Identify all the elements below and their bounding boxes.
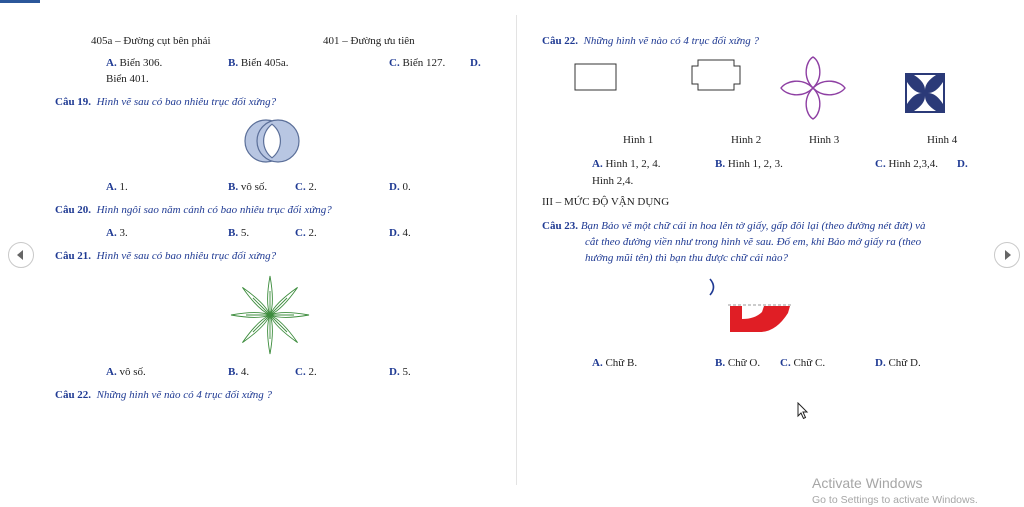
figure-label-4: Hình 4 xyxy=(927,134,958,146)
option-text: Hình 2,3,4. xyxy=(888,158,938,170)
q18-option-c xyxy=(389,57,445,69)
option-text: Hình 1, 2, 4. xyxy=(605,158,661,170)
page-divider xyxy=(516,15,517,485)
figure-1-rectangle xyxy=(573,62,619,92)
question-label: Câu 21. xyxy=(55,250,92,262)
question-text: Hình ngôi sao năm cánh có bao nhiêu trục đối xứng? xyxy=(96,204,332,216)
q19-option-c xyxy=(295,181,317,193)
option-label: C. xyxy=(295,227,306,239)
q18-option-b xyxy=(228,57,289,69)
chevron-right-icon xyxy=(995,243,1019,267)
option-label: B. xyxy=(715,357,726,369)
option-text: 0. xyxy=(402,181,411,193)
q20-option-c xyxy=(295,227,317,239)
question-label: Câu 23. xyxy=(542,220,579,232)
option-label: B. xyxy=(228,366,239,378)
option-text: 2. xyxy=(308,366,317,378)
q20-option-a xyxy=(106,227,128,239)
petal-top xyxy=(806,57,820,88)
activate-windows-subtitle: Go to Settings to activate Windows. xyxy=(812,494,978,506)
q22-question-right xyxy=(542,35,759,47)
option-label: C. xyxy=(780,357,791,369)
q19-option-a xyxy=(106,181,128,193)
option-label: B. xyxy=(228,227,239,239)
option-text: Chữ C. xyxy=(793,357,826,369)
option-label: D. xyxy=(389,227,400,239)
petal-group xyxy=(781,57,845,119)
petal-left xyxy=(781,81,813,95)
question-text: Những hình vẽ nào có 4 trục đối xứng ? xyxy=(583,35,760,47)
q22-option-d-label xyxy=(957,158,968,170)
option-text: 5. xyxy=(240,227,250,239)
q19-option-b xyxy=(228,181,267,193)
q22-option-c xyxy=(875,158,938,170)
figure-3-four-petal xyxy=(778,55,848,121)
next-page-button[interactable] xyxy=(994,242,1020,268)
option-label: A. xyxy=(592,158,603,170)
option-label: C. xyxy=(295,181,306,193)
flower-center xyxy=(268,313,272,317)
option-label: C. xyxy=(389,57,400,69)
option-text: Biển 127. xyxy=(402,57,446,69)
q23-option-c xyxy=(780,357,825,369)
option-label: A. xyxy=(592,357,603,369)
rectangle-shape xyxy=(575,64,616,90)
figure-4-cross xyxy=(905,73,945,113)
cut-shape xyxy=(730,306,790,332)
figure-label-2: Hình 2 xyxy=(731,134,762,146)
progress-indicator xyxy=(0,0,40,3)
q23-line-1 xyxy=(542,220,926,232)
question-label: Câu 19. xyxy=(55,96,92,108)
option-label: C. xyxy=(875,158,886,170)
question-text: Bạn Bảo vẽ một chữ cái in hoa lên tờ giấy, gấp đôi lại (theo đường nét đứt) và xyxy=(580,220,926,232)
unfold-arrow-icon xyxy=(710,279,714,295)
q23-line-3: hướng mũi tên) thì bạn thu được chữ cái nào? xyxy=(585,252,788,264)
option-text: 2. xyxy=(308,227,317,239)
figure-2-notched-rectangle xyxy=(688,58,744,92)
q21-option-b xyxy=(228,366,249,378)
q21-option-d xyxy=(389,366,411,378)
option-text: 2. xyxy=(308,181,317,193)
q21-option-a xyxy=(106,366,146,378)
option-text: 5. xyxy=(402,366,411,378)
option-text: 3. xyxy=(119,227,128,239)
mouse-pointer-icon xyxy=(797,402,809,420)
sign-405a-caption: 405a – Đường cụt bên phải xyxy=(91,35,211,47)
question-label: Câu 20. xyxy=(55,204,92,216)
option-text: vô số. xyxy=(240,181,268,193)
q18-option-a xyxy=(106,57,162,69)
two-circles-figure xyxy=(244,118,300,164)
q22-option-d-text: Hình 2,4. xyxy=(592,175,634,187)
option-label: D. xyxy=(389,366,400,378)
q19-option-d xyxy=(389,181,411,193)
option-label: A. xyxy=(106,57,117,69)
notched-shape xyxy=(692,60,740,90)
q23-line-2: cắt theo đường viền như trong hình vẽ sau. Đố em, khi Bảo mở giấy ra (theo xyxy=(585,236,922,248)
q23-option-b xyxy=(715,357,760,369)
option-label: D. xyxy=(470,57,481,69)
option-label: D. xyxy=(389,181,400,193)
q22-question-left xyxy=(55,389,272,401)
option-label: B. xyxy=(715,158,726,170)
question-text: Hình vẽ sau có bao nhiêu trục đối xứng? xyxy=(96,96,277,108)
previous-page-button[interactable] xyxy=(8,242,34,268)
option-text: vô số. xyxy=(119,366,146,378)
question-label: Câu 22. xyxy=(542,35,579,47)
question-text: Những hình vẽ nào có 4 trục đối xứng ? xyxy=(96,389,273,401)
option-text: 4. xyxy=(402,227,411,239)
q20-question xyxy=(55,204,332,216)
option-text: Hình 1, 2, 3. xyxy=(727,158,783,170)
option-label: A. xyxy=(106,227,117,239)
q18-option-d-text: Biển 401. xyxy=(106,73,149,85)
option-text: 1. xyxy=(119,181,128,193)
option-text: 4. xyxy=(240,366,250,378)
option-label: D. xyxy=(875,357,886,369)
section-title: III – MỨC ĐỘ VẬN DỤNG xyxy=(542,196,670,208)
q21-question xyxy=(55,250,276,262)
figure-label-1: Hình 1 xyxy=(623,134,654,146)
petal-bottom xyxy=(806,88,820,119)
chevron-left-icon xyxy=(9,243,33,267)
folded-letter-figure xyxy=(700,276,800,338)
option-label: A. xyxy=(106,181,117,193)
figure-label-3: Hình 3 xyxy=(809,134,840,146)
q22-option-a xyxy=(592,158,660,170)
option-label: A. xyxy=(106,366,117,378)
option-text: Biển 405a. xyxy=(240,57,289,69)
option-label: D. xyxy=(957,158,968,170)
question-text: Hình vẽ sau có bao nhiêu trục đối xứng? xyxy=(96,250,277,262)
q23-option-d xyxy=(875,357,921,369)
q20-option-b xyxy=(228,227,249,239)
activate-windows-title: Activate Windows xyxy=(812,475,923,491)
q18-option-d-label xyxy=(470,57,481,69)
eight-petal-star-figure xyxy=(228,273,312,357)
question-label: Câu 22. xyxy=(55,389,92,401)
q20-option-d xyxy=(389,227,411,239)
option-label: C. xyxy=(295,366,306,378)
option-text: Chữ B. xyxy=(605,357,638,369)
q23-option-a xyxy=(592,357,637,369)
petal-right xyxy=(813,81,845,95)
option-text: Biển 306. xyxy=(119,57,163,69)
option-label: B. xyxy=(228,181,239,193)
q21-option-c xyxy=(295,366,317,378)
q19-question xyxy=(55,96,276,108)
option-text: Chữ O. xyxy=(727,357,761,369)
option-label: B. xyxy=(228,57,239,69)
sign-401-caption: 401 – Đường ưu tiên xyxy=(323,35,415,47)
q22-option-b xyxy=(715,158,783,170)
option-text: Chữ D. xyxy=(888,357,921,369)
